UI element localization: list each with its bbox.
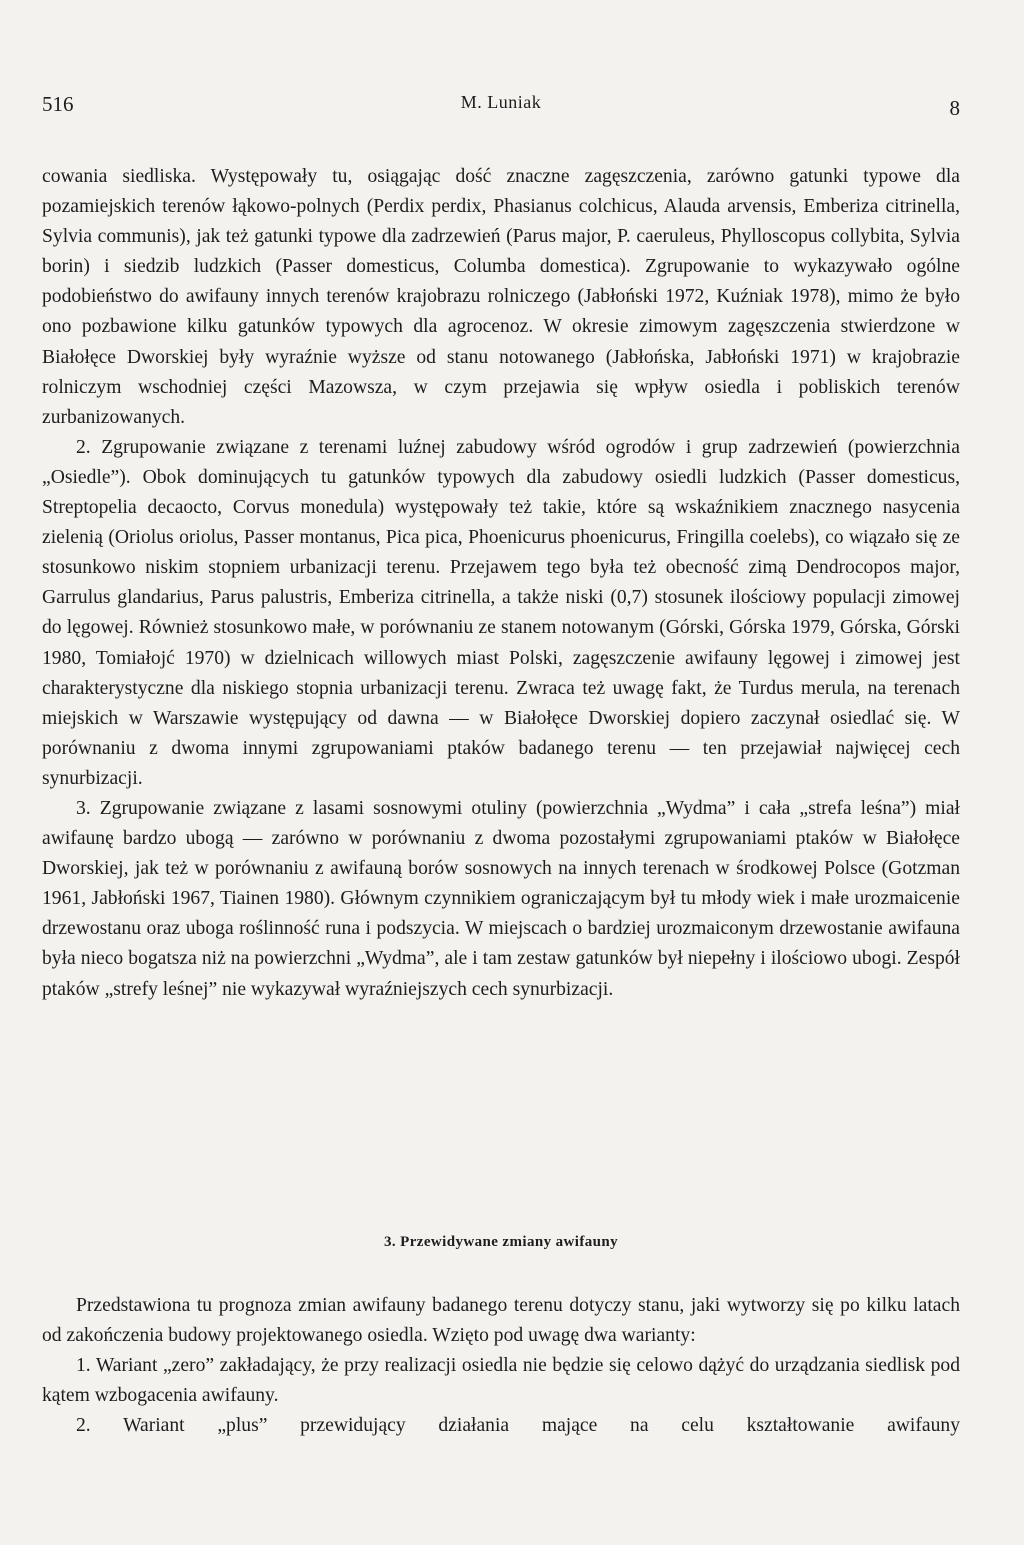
section-number: 8 [949, 96, 960, 120]
paragraph-4: Przedstawiona tu prognoza zmian awifauny badanego terenu dotyczy stanu, jaki wytworzy się po kilku latach od zakończenia budowy projektowanego osiedla. Wzięto pod uwagę dwa warianty: [42, 1295, 960, 1347]
paragraph-2: 2. Zgrupowanie związane z terenami luźnej zabudowy wśród ogrodów i grup zadrzewień (powierzchnia „Osiedle”). Obok dominujących tu gatunków typowych dla zabudowy osiedli ludzkich (Passer domesticus, Streptopelia decaocto, Corvus monedula) występowały też takie, które są wskaźnikiem znacznego nasycenia zielenią (Oriolus oriolus, Passer montanus, Pica pica, Phoenicurus phoenicurus, Fringilla coelebs), co wiązało się ze stosunkowo niskim stopniem urbanizacji terenu. Przejawem tego była też obecność zimą Dendrocopos major, Garrulus glandarius, Parus palustris, Emberiza citrinella, a także niski (0,7) stosunek ilościowy populacji zimowej do lęgowej. Również stosunkowo małe, w porównaniu ze stanem notowanym (Górski, Górska 1979, Górska, Górski 1980, Tomiałojć 1970) w dzielnicach willowych miast Polski, zagęszczenie awifauny lęgowej i zimowej jest charakterystyczne dla niskiego stopnia urbanizacji terenu. Zwraca też uwagę fakt, że Turdus merula, na terenach miejskich w Warszawie występujący od dawna — w Białołęce Dworskiej dopiero zaczynał osiedlać się. W porównaniu z dwoma innymi zgrupowaniami ptaków badanego terenu — ten przejawiał najwięcej cech synurbizacji. [42, 436, 960, 789]
running-head [42, 92, 960, 122]
page-number: 516 [42, 92, 74, 116]
paragraph-5: 1. Wariant „zero” zakładający, że przy realizacji osiedla nie będzie się celowo dążyć do urządzania siedlisk pod kątem wzbogacenia awifauny. [42, 1355, 960, 1407]
paragraph-3: 3. Zgrupowanie związane z lasami sosnowymi otuliny (powierzchnia „Wydma” i cała „strefa leśna”) miał awifaunę bardzo ubogą — zarówno w porównaniu z dwoma pozostałymi zgrupowaniami ptaków w Białołęce Dworskiej, jak też w porównaniu z awifauną borów sosnowych na innych terenach w środkowej Polsce (Gotzman 1961, Jabłoński 1967, Tiainen 1980). Głównym czynnikiem ograniczającym był tu młody wiek i małe urozmaicenie drzewostanu oraz uboga roślinność runa i podszycia. W miejscach o bardziej urozmaiconym drzewostanie awifauna była nieco bogatsza niż na powierzchni „Wydma”, ale i tam zestaw gatunków był niepełny i ilościowo ubogi. Zespół ptaków „strefy leśnej” nie wykazywał wyraźniejszych cech synurbizacji. [42, 797, 960, 1000]
body-text-continued [42, 1291, 960, 1441]
body-text [42, 162, 960, 1005]
paragraph-6: 2. Wariant „plus” przewidujący działania mające na celu kształtowanie awifauny [76, 1415, 960, 1437]
paragraph-1: cowania siedliska. Występowały tu, osiągając dość znaczne zagęszczenia, zarówno gatunki typowe dla pozamiejskich terenów łąkowo-polnych (Perdix perdix, Phasianus colchicus, Alauda arvensis, Emberiza citrinella, Sylvia communis), jak też gatunki typowe dla zadrzewień (Parus major, P. caeruleus, Phylloscopus collybita, Sylvia borin) i siedzib ludzkich (Passer domesticus, Columba domestica). Zgrupowanie to wykazywało ogólne podobieństwo do awifauny innych terenów krajobrazu rolniczego (Jabłoński 1972, Kuźniak 1978), mimo że było ono pozbawione kilku gatunków typowych dla agrocenoz. W okresie zimowym zagęszczenia stwierdzone w Białołęce Dworskiej były wyraźnie wyższe od stanu notowanego (Jabłońska, Jabłoński 1971) w krajobrazie rolniczym wschodniej części Mazowsza, w czym przejawia się wpływ osiedla i pobliskich terenów zurbanizowanych. [42, 166, 960, 428]
section-heading: 3. Przewidywane zmiany awifauny [383, 1234, 619, 1250]
author-name: M. Luniak [460, 92, 542, 112]
